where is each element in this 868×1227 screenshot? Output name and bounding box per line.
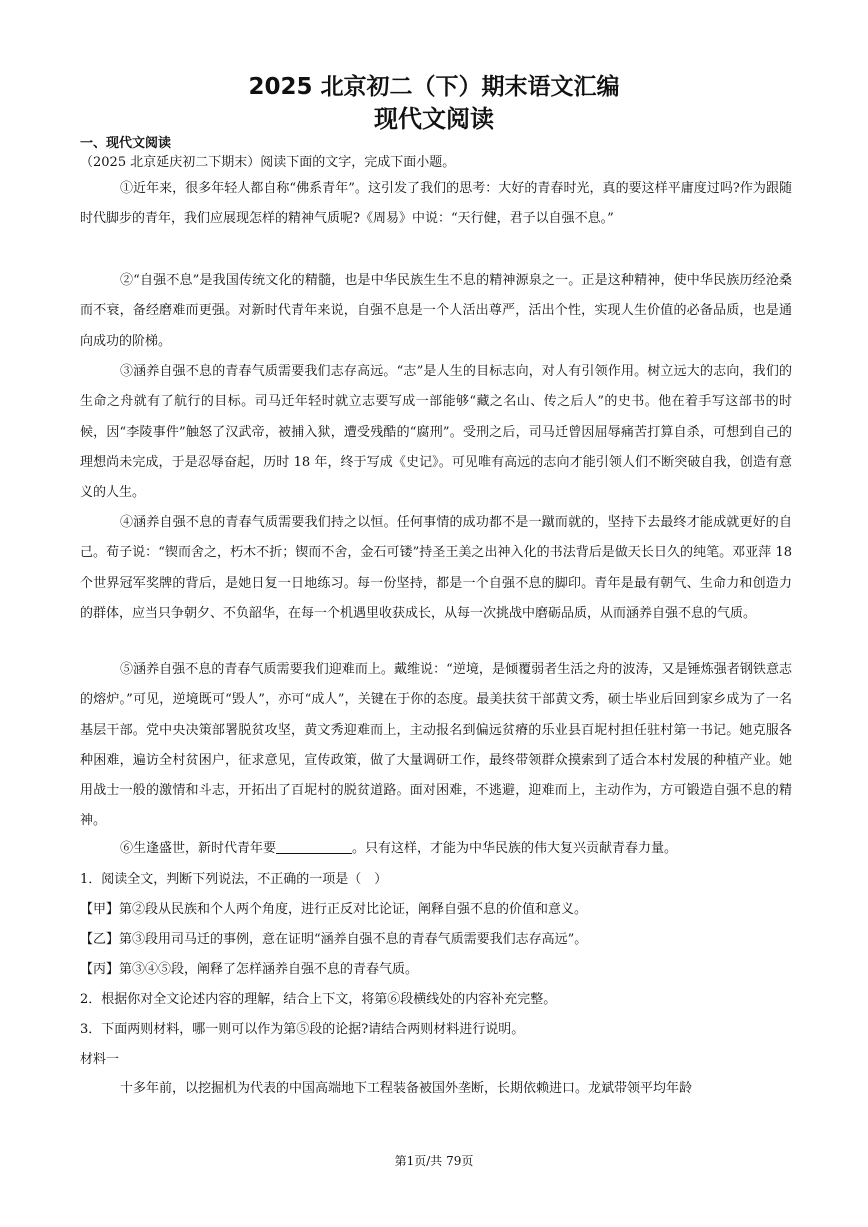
page-footer: 第1页/共 79页 — [394, 1154, 474, 1168]
option-jia: 【甲】第②段从民族和个人两个角度，进行正反对比论证，阐释自强不息的价值和意义。 — [80, 902, 588, 917]
option-yi: 【乙】第③段用司马迁的事例，意在证明“涵养自强不息的青春气质需要我们志存高远”。 — [80, 932, 588, 947]
paragraph-5: ⑤涵养自强不息的青春气质需要我们迎难而上。戴维说：“逆境，是倾覆弱者生活之舟的波涛，又是锤炼强者钢铁意志的熔炉。”可见，逆境既可“毁人”，亦可“成人”，关键在于你的态度。最美扶贫干部黄文秀，硕士毕业后回到家乡成为了一名基层干部。党中央决策部署脱贫攻坚，黄文秀迎难而上，主动报名到偏远贫瘠的乐业县百坭村担任驻村第一书记。她克服各种困难，遍访全村贫困户，征求意见，宣传政策，做了大量调研工作，最终带领群众摸索到了适合本村发展的种植产业。她用战士一般的激情和斗志，开拓出了百坭村的脱贫道路。面对困难，不逃避，迎难而上，主动作为，方可锻造自强不息的精神。 — [80, 662, 792, 829]
paragraph-2: ②“自强不息”是我国传统文化的精髓，也是中华民族生生不息的精神源泉之一。正是这种精神，使中华民族历经沧桑而不衰，备经磨难而更强。对新时代青年来说，自强不息是一个人活出尊严，活出个性，实现人生价值的必备品质，也是通向成功的阶梯。 — [80, 273, 792, 349]
option-bing: 【丙】第③④⑤段，阐释了怎样涵养自强不息的青春气质。 — [80, 962, 419, 977]
paragraph-3: ③涵养自强不息的青春气质需要我们志存高远。“志”是人生的目标志向，对人有引领作用。树立远大的志向，我们的生命之舟就有了航行的目标。司马迁年轻时就立志要写成一部能够“藏之名山、传之后人”的史书。他在着手写这部书的时候，因“李陵事件”触怒了汉武帝，被捕入狱，遭受残酷的“腐刑”。受刑之后，司马迁曾因屈辱痛苦打算自杀，可想到自己的理想尚未完成，于是忍辱奋起，历时 18 年，终于写成《史记》。可见唯有高远的志向才能引领人们不断突破自我，创造有意义的人生。 — [80, 364, 792, 501]
answer-blank — [276, 839, 352, 854]
document-subtitle: 现代文阅读 — [374, 105, 494, 133]
question-2: 2．根据你对全文论述内容的理解，结合上下文，将第⑥段横线处的内容补充完整。 — [80, 992, 557, 1007]
source-note: （2025 北京延庆初二下期末）阅读下面的文字，完成下面小题。 — [80, 155, 456, 170]
material-label: 材料一 — [80, 1052, 120, 1067]
document-title: 2025 北京初二（下）期末语文汇编 — [248, 74, 620, 100]
material-1-text: 十多年前，以挖掘机为代表的中国高端地下工程装备被国外垄断，长期依赖进口。龙斌带领平均年龄 — [120, 1081, 693, 1096]
section-heading: 一、现代文阅读 — [80, 136, 172, 151]
paragraph-6 — [80, 834, 792, 864]
paragraph-6-end: 。只有这样，才能为中华民族的伟大复兴贡献青春力量。 — [352, 841, 678, 856]
paragraph-1: ①近年来，很多年轻人都自称“佛系青年”。这引发了我们的思考：大好的青春时光，真的要这样平庸度过吗?作为跟随时代脚步的青年，我们应展现怎样的精神气质呢?《周易》中说：“天行健，君子以自强不息。” — [80, 181, 792, 227]
question-1: 1．阅读全文，判断下列说法，不正确的一项是（ ） — [80, 872, 388, 887]
paragraph-6-start: ⑥生逢盛世，新时代青年要 — [120, 841, 277, 856]
question-3: 3．下面两则材料，哪一则可以作为第⑤段的论据?请结合两则材料进行说明。 — [80, 1022, 525, 1037]
paragraph-4: ④涵养自强不息的青春气质需要我们持之以恒。任何事情的成功都不是一蹴而就的，坚持下去最终才能成就更好的自己。荀子说：“锲而舍之，朽木不折；锲而不舍，金石可镂”持圣王美之出神入化的书法背后是做天长日久的纯笔。邓亚萍 18 个世界冠军奖牌的背后，是她日复一日地练习。每一份坚持，都是一个自强不息的脚印。青年是最有朝气、生命力和创造力的群体，应当只争朝夕、不负韶华，在每一个机遇里收获成长，从每一次挑战中磨砺品质，从而涵养自强不息的气质。 — [80, 515, 792, 621]
